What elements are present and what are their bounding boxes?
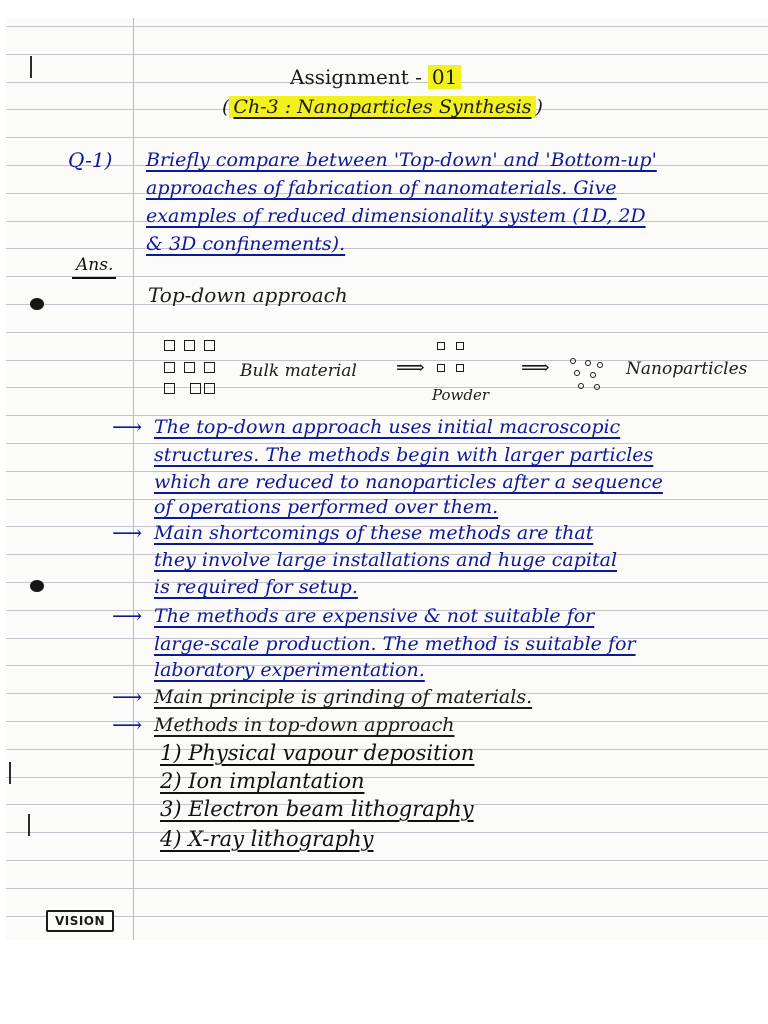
ruled-line xyxy=(6,137,768,138)
bulk-square xyxy=(204,362,215,373)
bulk-square xyxy=(184,340,195,351)
assignment-number: 01 xyxy=(428,65,461,89)
ruled-line xyxy=(6,888,768,889)
ruled-line xyxy=(6,916,768,917)
nanoparticle-dot xyxy=(585,360,591,366)
paragraph-line: is required for setup. xyxy=(154,576,358,598)
paragraph-line: they involve large installations and huge capital xyxy=(154,549,618,571)
paragraph-line: laboratory experimentation. xyxy=(154,659,425,681)
assignment-title xyxy=(290,66,461,88)
bulk-square xyxy=(204,340,215,351)
margin-tick xyxy=(30,56,32,78)
binder-hole-dot xyxy=(30,298,44,310)
ruled-line xyxy=(6,248,768,249)
vision-logo xyxy=(46,910,114,932)
bullet-arrow: ⟶ xyxy=(112,521,143,545)
vision-logo-text: VISION xyxy=(54,914,106,928)
section-heading: Top-down approach xyxy=(148,283,348,307)
ruled-line xyxy=(6,304,768,305)
paragraph-line: Methods in top-down approach xyxy=(154,714,455,736)
nanoparticle-dot xyxy=(574,370,580,376)
bulk-square xyxy=(190,383,201,394)
paragraph-line: The methods are expensive & not suitable for xyxy=(154,605,595,627)
method-item: 1) Physical vapour deposition xyxy=(160,741,475,765)
nanoparticle-dot xyxy=(597,362,603,368)
nanoparticles-label: Nanoparticles xyxy=(626,359,748,379)
paragraph-line: of operations performed over them. xyxy=(154,496,499,518)
bulk-square xyxy=(164,383,175,394)
powder-square xyxy=(456,364,464,372)
paragraph-line: Main shortcomings of these methods are that xyxy=(154,522,594,544)
ruled-line xyxy=(6,777,768,778)
bulk-square xyxy=(164,362,175,373)
margin-tick xyxy=(9,762,11,784)
arrow-to-nanoparticles: ⟹ xyxy=(521,355,550,379)
ruled-line xyxy=(6,387,768,388)
paragraph-line: The top-down approach uses initial macroscopic xyxy=(154,416,621,438)
paragraph-line: Main principle is grinding of materials. xyxy=(154,686,533,708)
paragraph-line: structures. The methods begin with larger particles xyxy=(154,444,654,466)
arrow-to-powder: ⟹ xyxy=(396,355,425,379)
nanoparticle-dot xyxy=(578,383,584,389)
paragraph-line: which are reduced to nanoparticles after a sequence xyxy=(154,471,663,493)
method-item: 3) Electron beam lithography xyxy=(160,797,474,821)
question-line: examples of reduced dimensionality system (1D, 2D xyxy=(146,205,646,227)
paragraph-line: large-scale production. The method is suitable for xyxy=(154,633,636,655)
powder-label: Powder xyxy=(432,386,490,404)
ruled-line xyxy=(6,832,768,833)
assignment-title-text: Assignment - xyxy=(290,65,422,89)
bulk-material-label: Bulk material xyxy=(240,361,357,381)
margin-tick xyxy=(28,814,30,836)
method-item: 2) Ion implantation xyxy=(160,769,365,793)
chapter-subtitle-text: Ch-3 : Nanoparticles Synthesis xyxy=(229,96,535,118)
ruled-line xyxy=(6,582,768,583)
chapter-subtitle xyxy=(222,96,543,118)
ruled-line xyxy=(6,332,768,333)
powder-square xyxy=(437,364,445,372)
answer-label-underline xyxy=(72,277,116,279)
ruled-line xyxy=(6,860,768,861)
bulk-square xyxy=(204,383,215,394)
question-line: Briefly compare between 'Top-down' and 'Bottom-up' xyxy=(146,149,657,171)
ruled-line xyxy=(6,26,768,27)
question-line: approaches of fabrication of nanomaterials. Give xyxy=(146,177,617,199)
binder-hole-dot xyxy=(30,580,44,592)
subtitle-close-paren: ) xyxy=(535,96,543,118)
method-item: 4) X-ray lithography xyxy=(160,827,374,851)
powder-square xyxy=(437,342,445,350)
margin-line xyxy=(133,18,134,940)
nanoparticle-dot xyxy=(594,384,600,390)
question-line: & 3D confinements). xyxy=(146,233,346,255)
answer-label: Ans. xyxy=(76,255,114,275)
nanoparticle-dot xyxy=(590,372,596,378)
subtitle-open-paren: ( xyxy=(222,96,230,118)
ruled-line xyxy=(6,276,768,277)
bullet-arrow: ⟶ xyxy=(112,604,143,628)
nanoparticle-dot xyxy=(570,358,576,364)
bullet-arrow: ⟶ xyxy=(112,415,143,439)
ruled-line xyxy=(6,54,768,55)
powder-square xyxy=(456,342,464,350)
bulk-square xyxy=(164,340,175,351)
bullet-arrow: ⟶ xyxy=(112,713,143,737)
question-label: Q-1) xyxy=(68,148,113,172)
bulk-square xyxy=(184,362,195,373)
bullet-arrow: ⟶ xyxy=(112,685,143,709)
